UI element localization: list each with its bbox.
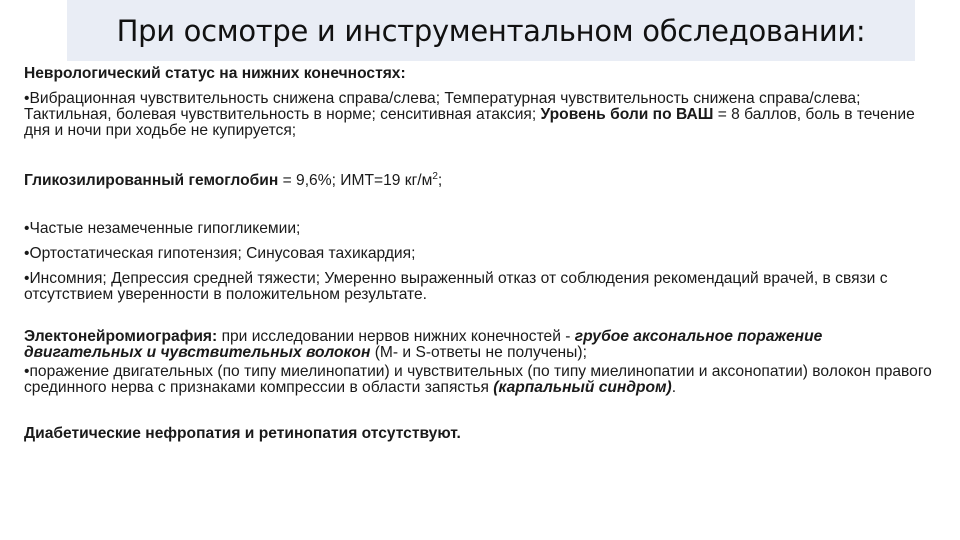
slide-title: При осмотре и инструментальном обследовании:	[116, 13, 866, 48]
title-banner	[67, 0, 915, 61]
list-item: •Ортостатическая гипотензия; Синусовая тахикардия;	[24, 245, 416, 262]
emg-paragraph: Электонейромиография: при исследовании нервов нижних конечностей - грубое аксональное поражение двигательных и чувствительных волокон (М- и S-ответы не получены);	[24, 328, 823, 361]
emg-bullet: •поражение двигательных (по типу миелинопатии) и чувствительных (по типу миелинопатии и аксонопатии) волокон правого срединного нерва с признаками компрессии в области запястья (карпальный синдром).	[24, 363, 932, 396]
hba1c-paragraph: Гликозилированный гемоглобин = 9,6%; ИМТ=19 $кг/м^2$;	[24, 170, 443, 189]
neuro-heading: Неврологический статус на нижних конечностях:	[24, 65, 406, 82]
list-item: •Инсомния; Депрессия средней тяжести; Умеренно выраженный отказ от соблюдения рекомендаций врачей, в связи с отсутствием уверенности в положительном результате.	[24, 270, 888, 303]
slide-content	[24, 66, 936, 442]
list-item: •Частые незамеченные гипогликемии;	[24, 220, 301, 237]
neuro-status-paragraph: •Вибрационная чувствительность снижена справа/слева; Температурная чувствительность снижена справа/слева; Тактильная, болевая чувствительность в норме; сенситивная атаксия; Уровень боли по ВАШ = 8 баллов, боль в течение дня и ночи при ходьбе не купируется;	[24, 90, 915, 139]
conclusion: Диабетические нефропатия и ретинопатия отсутствуют.	[24, 425, 461, 442]
